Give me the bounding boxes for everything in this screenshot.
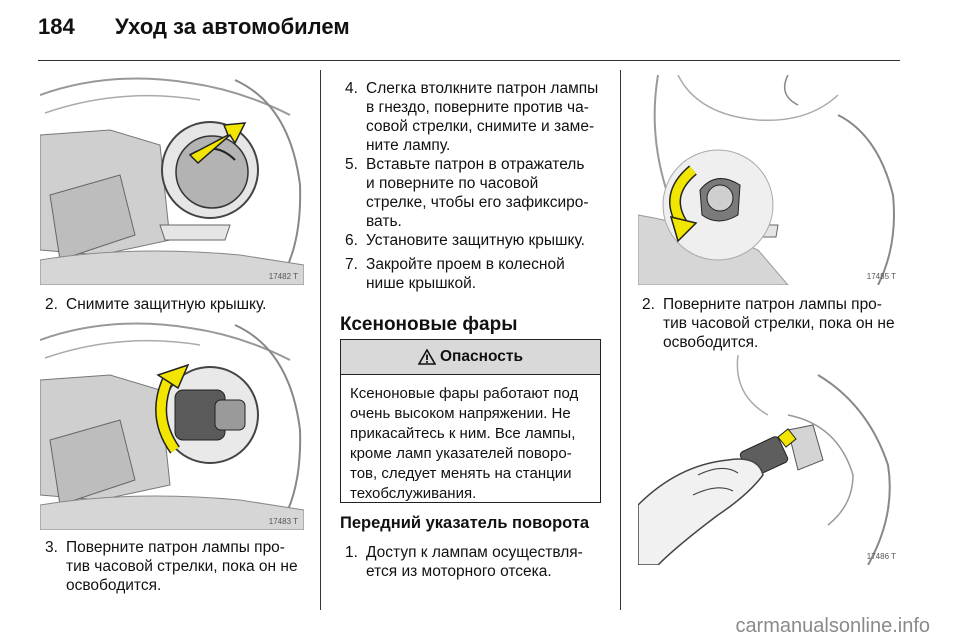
header-rule (38, 60, 900, 61)
illustration-turn-signal-socket (638, 75, 902, 285)
warning-header (341, 340, 600, 375)
step-text-line: вать. (366, 213, 402, 230)
figure-turn-lamp-holder (40, 320, 304, 530)
figure-code: 17485 T (866, 272, 896, 281)
step-number: 2. (642, 296, 655, 313)
step-text-line: тив часовой стрелки, пока он не (66, 558, 298, 575)
step-text-line: и поверните по часовой (366, 175, 539, 192)
step-text (366, 255, 565, 293)
step-number: 2. (45, 296, 58, 313)
warning-line: тов, следует менять на станции (350, 465, 572, 482)
step-text-line: совой стрелки, снимите и заме- (366, 118, 595, 135)
step-text-line: Закройте проем в колесной (366, 256, 565, 273)
step-text-line: стрелке, чтобы его зафиксиро- (366, 194, 589, 211)
warning-line: прикасайтесь к ним. Все лампы, (350, 425, 576, 442)
step-text: Снимите защитную крышку. (66, 296, 267, 313)
illustration-cover-removal (40, 75, 304, 285)
warning-triangle-icon (418, 349, 436, 365)
step-text (663, 295, 895, 352)
step-text-line: в гнездо, поверните против ча- (366, 99, 589, 116)
figure-code: 17483 T (268, 517, 298, 526)
column-divider-right (620, 70, 621, 610)
step-text (366, 79, 598, 155)
illustration-lamp-holder (40, 320, 304, 530)
section-title-xenon: Ксеноновые фары (340, 314, 518, 335)
step-text-line: тив часовой стрелки, пока он не (663, 315, 895, 332)
step-number: 6. (345, 232, 358, 249)
step-number: 1. (345, 544, 358, 561)
step-text-line: ется из моторного отсека. (366, 563, 552, 580)
watermark: carmanualsonline.info (735, 615, 930, 637)
step-text (366, 155, 589, 231)
figure-code: 17486 T (866, 552, 896, 561)
figure-code: 17482 T (268, 272, 298, 281)
warning-line: очень высоком напряжении. Не (350, 405, 571, 422)
step-number: 7. (345, 256, 358, 273)
warning-line: кроме ламп указателей поворо- (350, 445, 572, 462)
step-number: 5. (345, 156, 358, 173)
step-text-line: Вставьте патрон в отражатель (366, 156, 585, 173)
figure-remove-cover (40, 75, 304, 285)
step-text (366, 543, 583, 581)
figure-turn-signal-socket (638, 75, 902, 285)
step-number: 4. (345, 80, 358, 97)
warning-box (340, 339, 601, 503)
step-text-line: Поверните патрон лампы про- (66, 539, 285, 556)
warning-line: техобслуживания. (350, 485, 477, 502)
step-text: Установите защитную крышку. (366, 232, 585, 249)
step-text-line: Слегка втолкните патрон лампы (366, 80, 599, 97)
warning-text (341, 375, 600, 504)
step-text-line: нише крышкой. (366, 275, 477, 292)
step-text (66, 538, 298, 595)
warning-title: Опасность (439, 348, 524, 365)
page-title: Уход за автомобилем (115, 14, 350, 39)
step-text-line: освободится. (663, 334, 759, 351)
step-text-line: Поверните патрон лампы про- (663, 296, 882, 313)
page-number: 184 (38, 14, 75, 39)
step-number: 3. (45, 539, 58, 556)
step-text-line: Доступ к лампам осуществля- (366, 544, 583, 561)
step-text-line: освободится. (66, 577, 162, 594)
step-text-line: ните лампу. (366, 137, 451, 154)
figure-bulb-removal (638, 355, 902, 565)
column-divider-left (320, 70, 321, 610)
warning-line: Ксеноновые фары работают под (350, 385, 579, 402)
illustration-hand-removing-bulb (638, 355, 902, 565)
subsection-title-turn-signal: Передний указатель поворота (340, 514, 590, 532)
